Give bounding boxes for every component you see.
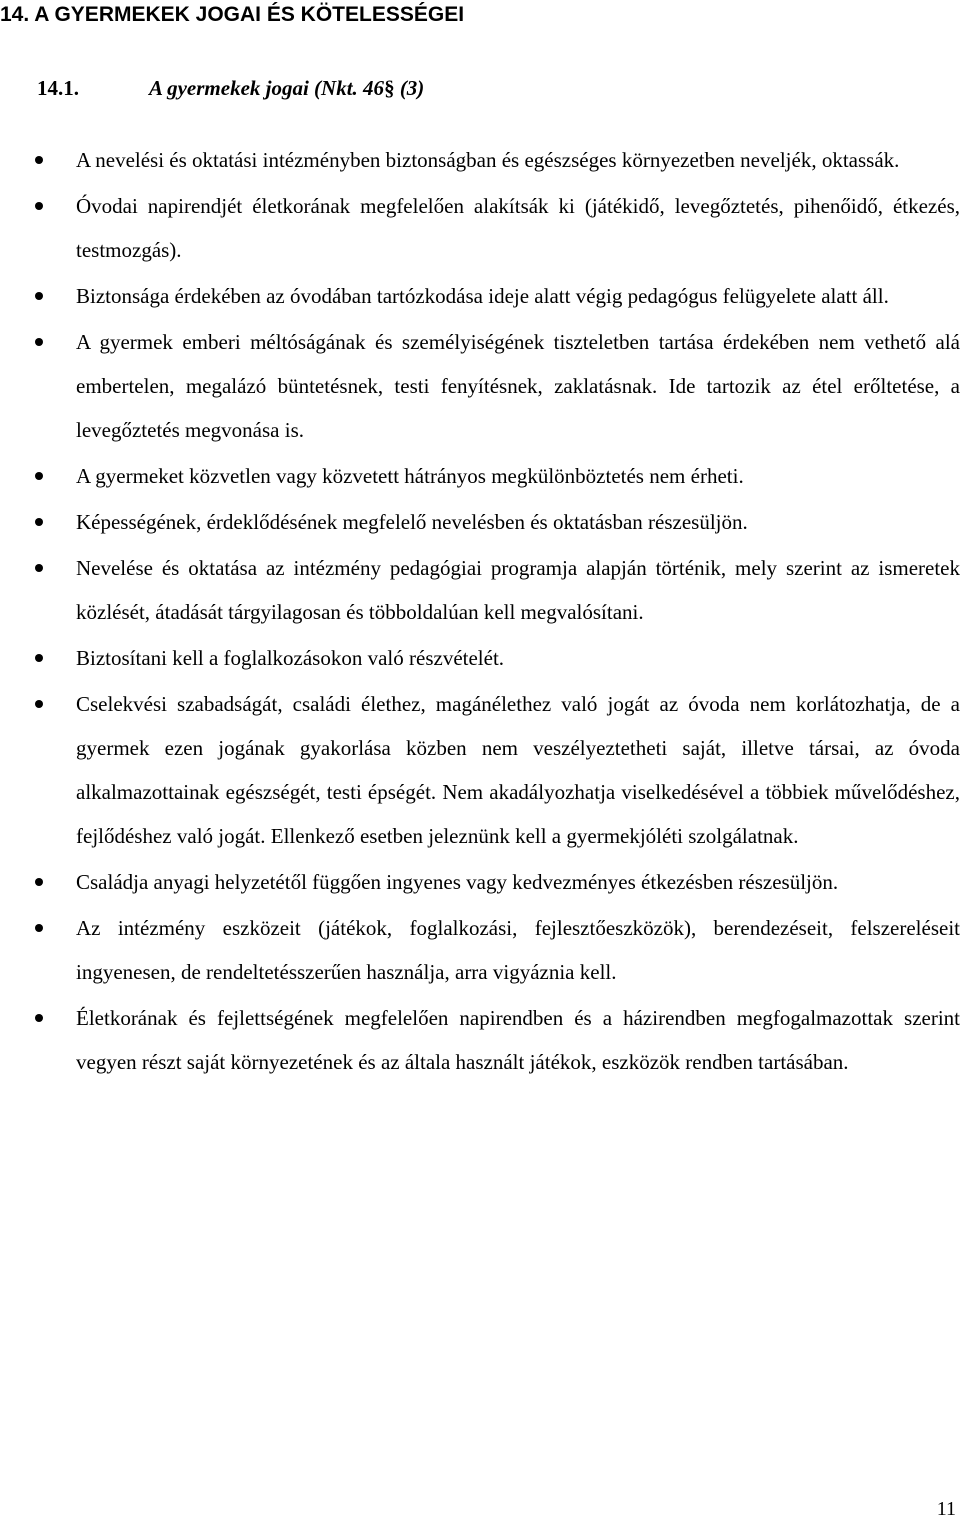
bullet-text: A gyermek emberi méltóságának és személyiségének tiszteletben tartása érdekében nem vethető alá embertelen, megalázó büntetésnek, testi fenyítésnek, zaklatásnak. Ide tartozik az étel erőltetése, a levegőztetés megvonása is.: [76, 330, 960, 442]
bullet-text: Biztosítani kell a foglalkozásokon való részvételét.: [76, 646, 505, 670]
bullet-text: Életkorának és fejlettségének megfelelően napirendben és a házirendben megfogalmazottak szerint vegyen részt saját környezetének és az általa használt játékok, eszközök rendben tartásában.: [76, 1006, 960, 1074]
rights-bullet-list: [0, 138, 960, 1086]
bullet-item-supervision: [0, 274, 960, 318]
bullet-icon: [35, 338, 43, 346]
section-paragraph-symbol: §: [384, 76, 395, 100]
bullet-icon: [35, 1014, 43, 1022]
bullet-icon: [35, 654, 43, 662]
chapter-title: 14. A GYERMEKEK JOGAI ÉS KÖTELESSÉGEI: [0, 3, 465, 26]
bullet-item-freedom-of-action: [0, 682, 960, 858]
bullet-icon: [35, 156, 43, 164]
bullet-item-tidying-environment: [0, 996, 960, 1084]
bullet-icon: [35, 518, 43, 526]
bullet-text: Óvodai napirendjét életkorának megfelelően alakítsák ki (játékidő, levegőztetés, pihenőidő, étkezés, testmozgás).: [76, 194, 960, 262]
bullet-item-participation: [0, 636, 960, 680]
bullet-text: Képességének, érdeklődésének megfelelő nevelésben és oktatásban részesüljön.: [76, 510, 748, 534]
bullet-item-pedagogical-program: [0, 546, 960, 634]
bullet-icon: [35, 924, 43, 932]
bullet-icon: [35, 202, 43, 210]
section-number: 14.1.: [37, 76, 79, 100]
bullet-text: Az intézmény eszközeit (játékok, foglalkozási, fejlesztőeszközök), berendezéseit, felszereléseit ingyenesen, de rendeltetésszerűen használja, arra vigyáznia kell.: [76, 916, 960, 984]
bullet-item-equipment-use: [0, 906, 960, 994]
bullet-text: A nevelési és oktatási intézményben biztonságban és egészséges környezetben neveljék, oktassák.: [76, 148, 900, 172]
bullet-icon: [35, 472, 43, 480]
bullet-text: A gyermeket közvetlen vagy közvetett hátrányos megkülönböztetés nem érheti.: [76, 464, 744, 488]
bullet-text: Cselekvési szabadságát, családi élethez, magánélethez való jogát az óvoda nem korlátozhatja, de a gyermek ezen jogának gyakorlása közben nem veszélyeztetheti saját, illetve társai, az óvoda alkalmazottainak egészségét, testi épségét. Nem akadályozhatja viselkedésével a többiek művelődéshez, fejlődéshez való jogát. Ellenkező esetben jeleznünk kell a gyermekjóléti szolgálatnak.: [76, 692, 960, 848]
section-heading: [37, 75, 424, 101]
bullet-item-human-dignity: [0, 320, 960, 452]
bullet-icon: [35, 292, 43, 300]
bullet-icon: [35, 878, 43, 886]
section-title-end: (3): [394, 76, 425, 100]
bullet-item-safe-environment: [0, 138, 960, 182]
page-number: 11: [936, 1498, 956, 1520]
bullet-text: Nevelése és oktatása az intézmény pedagógiai programja alapján történik, mely szerint az ismeretek közlését, átadását tárgyilagosan és többoldalúan kell megvalósítani.: [76, 556, 960, 624]
bullet-icon: [35, 700, 43, 708]
bullet-text: Családja anyagi helyzetétől függően ingyenes vagy kedvezményes étkezésben részesüljön.: [76, 870, 839, 894]
bullet-item-free-meals: [0, 860, 960, 904]
bullet-item-no-discrimination: [0, 454, 960, 498]
bullet-item-education-by-ability: [0, 500, 960, 544]
bullet-icon: [35, 564, 43, 572]
bullet-item-daily-schedule: [0, 184, 960, 272]
section-title-main: A gyermekek jogai (Nkt. 46: [149, 76, 385, 100]
bullet-text: Biztonsága érdekében az óvodában tartózkodása ideje alatt végig pedagógus felügyelete alatt áll.: [76, 284, 889, 308]
